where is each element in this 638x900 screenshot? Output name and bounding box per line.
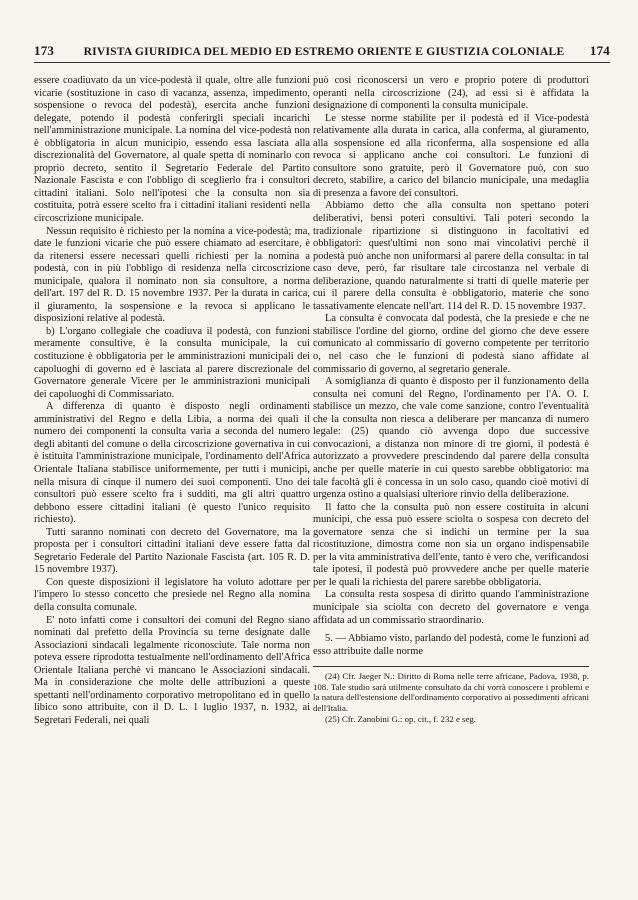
paragraph: Il fatto che la consulta può non essere costituita in alcuni municipi, che essa può essere sciolta o sospesa con decreto del governatore senza che si indichi un termine per la sua ricostituzione, dimostra come non sia un organo indispensabile per la vita amministrativa dell'ente, tanto è vero che, verificandosi tale ipotesi, il podestà può provvedere anche per quelle materie per le quali la richiesta del parere sarebbe obbligatoria. [313,501,589,588]
paragraph: Con queste disposizioni il legislatore ha voluto adottare per l'impero lo stesso concetto che presiede nel Regno alla nomina della consulta comunale. [34,576,310,613]
paragraph: La consulta è convocata dal podestà, che la presiede e che ne stabilisce l'ordine del giorno, ordine del giorno che deve essere comunicato al commissario di governo competente per territorio o, nel caso che le funzioni di podestà siano affidate al commissario di governo, al segretario generale. [313,313,589,375]
paragraph: Tutti saranno nominati con decreto del Governatore, ma la proposta per i consultori cittadini italiani deve essere fatta dal Segretario Federale del Partito Nazionale Fascista (art. 105 R. D. 15 novembre 1937). [34,526,310,576]
footnote-25: (25) Cfr. Zanobini G.: op. cit., f. 232 e seg. [325,713,476,724]
paragraph: A somiglianza di quanto è disposto per il funzionamento della consulta nei comuni del Regno, l'ordinamento per l'A. O. I. stabilisce un mezzo, che vale come sanzione, contro l'eventualità che la consulta non riesca a deliberare per mancanza di numero legale: (25) quando ciò avvenga dopo due successive convocazioni, a distanza non minore di tre giorni, il podestà è autorizzato a provvedere prescindendo dal parere della consulta anche per quelle materie in cui questo sarebbe obbligatorio: ma tale facoltà gli è concessa in un solo caso, quando cioè motivi di urgenza ostino a qualsiasi ulteriore rinvio della deliberazione. [313,376,589,501]
footnotes [313,666,589,724]
paragraph: Nessun requisito è richiesto per la nomina a vice-podestà; ma, date le funzioni vicarie che può essere chiamato ad esercitare, è da ritenersi essere necessari quelli richiesti per la nomina a podestà, con in più l'obbligo di residenza nella circoscrizione municipale, qualora il nominato non sia consultore, a norma dell'art. 197 del R. D. 15 novembre 1937. Per la durata in carica, il giuramento, la sospensione e la revoca si applicano le disposizioni relative al podestà. [34,225,310,325]
footnote-24: (24) Cfr. Jaeger N.: Diritto di Roma nelle terre africane, Padova, 1938, p. 108. Tale studio sarà utilmente consultato da chi vorrà conoscere i problemi e la natura dell'estensione dell'ordinamento corporativo ai possedimenti africani dell'Italia. [313,671,589,713]
paragraph: può così riconoscersi un vero e proprio potere di produttori operanti nella circoscrizione (24), ad essi si è affidata la designazione di componenti la consulta municipale. [313,75,589,112]
right-column [313,75,589,885]
page-number-left: 173 [34,43,55,58]
paragraph: essere coadiuvato da un vice-podestà il quale, oltre alle funzioni vicarie (sostituzione in caso di vacanza, assenza, impedimento, sospensione o revoca del podestà), esercita anche funzioni delegate, potendo il podestà conferirgli speciali incarichi nell'amministrazione municipale. La nomina del vice-podestà non è obbligatoria in alcun municipio, essendo essa lasciata alla discrezionalità del Governatore, al quale spetta di nominarlo con proprio decreto, sentito il Segretario Federale del Partito Nazionale Fascista e con l'obbligo di sceglierlo fra i consultori cittadini italiani. Solo nell'ipotesi che la consulta non sia costituita, potrà essere scelto fra i cittadini italiani residenti nella circoscrizione municipale. [34,75,310,225]
running-header [34,43,610,61]
header-rule [34,62,610,63]
section-heading-paragraph: 5. — Abbiamo visto, parlando del podestà, come le funzioni ad esso attribuite dalle norme [313,633,589,657]
paragraph: E' noto infatti come i consultori dei comuni del Regno siano nominati dal prefetto della Provincia su terne designate dalle Associazioni sindacali legalmente riconosciute. Tale norma non poteva essere riprodotta testualmente nell'ordinamento dell'Africa Orientale Italiana perchè vi mancano le Associazioni sindacali. Ma in considerazione che molte delle attribuzioni a queste spettanti nell'ordinamento corporativo metropolitano ed in quello libico sono attribuite, con il D. L. 1 luglio 1937, n. 1932, ai Segretari Federali, nei quali [34,614,310,726]
left-column [34,75,310,885]
journal-title: RIVISTA GIURIDICA DEL MEDIO ED ESTREMO ORIENTE E GIUSTIZIA COLONIALE [83,45,565,58]
page-number-right: 174 [589,43,610,58]
paragraph: b) L'organo collegiale che coadiuva il podestà, con funzioni meramente consultive, è la consulta municipale, la cui costituzione è obbligatoria per le amministrazioni municipali dei capoluoghi di governo ed è lasciata al parere discrezionale del Governatore generale Vicere per le amministrazioni municipali dei capoluoghi di Commissariato. [34,325,310,400]
paragraph: A differenza di quanto è disposto negli ordinamenti amministrativi del Regno e della Libia, a norma dei quali il numero dei componenti la consulta varia a seconda del numero degli abitanti del comune o della circoscrizione governativa in cui è istituita l'amministrazione municipale, l'ordinamento dell'Africa Orientale Italiana stabilisce uniformemente, per tutti i municipi, nella misura di cinque il numero dei suoi componenti. Uno dei consultori può essere scelto fra i sudditi, ma gli altri quattro debbono essere cittadini italiani (è questo l'unico requisito richiesto). [34,401,310,526]
paragraph: Abbiamo detto che alla consulta non spettano poteri deliberativi, bensì poteri consultivi. Tali poteri secondo la tradizionale ripartizione si distinguono in facoltativi ed obbligatori: quest'ultimi non sono mai vincolativi perchè il podestà può anche non uniformarsi al parere della consulta: in tal caso deve, però, far risultare tale circostanza nel verbale di deliberazione, quando naturalmente si tratti di quelle materie per cui il parere della consulta è obbligatorio, materie che sono tassativamente elencate nell'art. 114 del R. D. 15 novembre 1937. [313,200,589,312]
paragraph: La consulta resta sospesa di diritto quando l'amministrazione municipale sia sciolta con decreto del governatore e venga affidata ad un commissario straordinario. [313,589,589,626]
paragraph: Le stesse norme stabilite per il podestà ed il Vice-podestà relativamente alla durata in carica, alla conferma, al giuramento, alla sospensione ed alla riconferma, alla sospensione ed alla revoca si applicano anche coi consultori. Le funzioni di consultore sono gratuite, però il Governatore può, con suo decreto, stabilire, a carico del bilancio municipale, una medaglia di presenza a favore dei consultori. [313,112,589,199]
